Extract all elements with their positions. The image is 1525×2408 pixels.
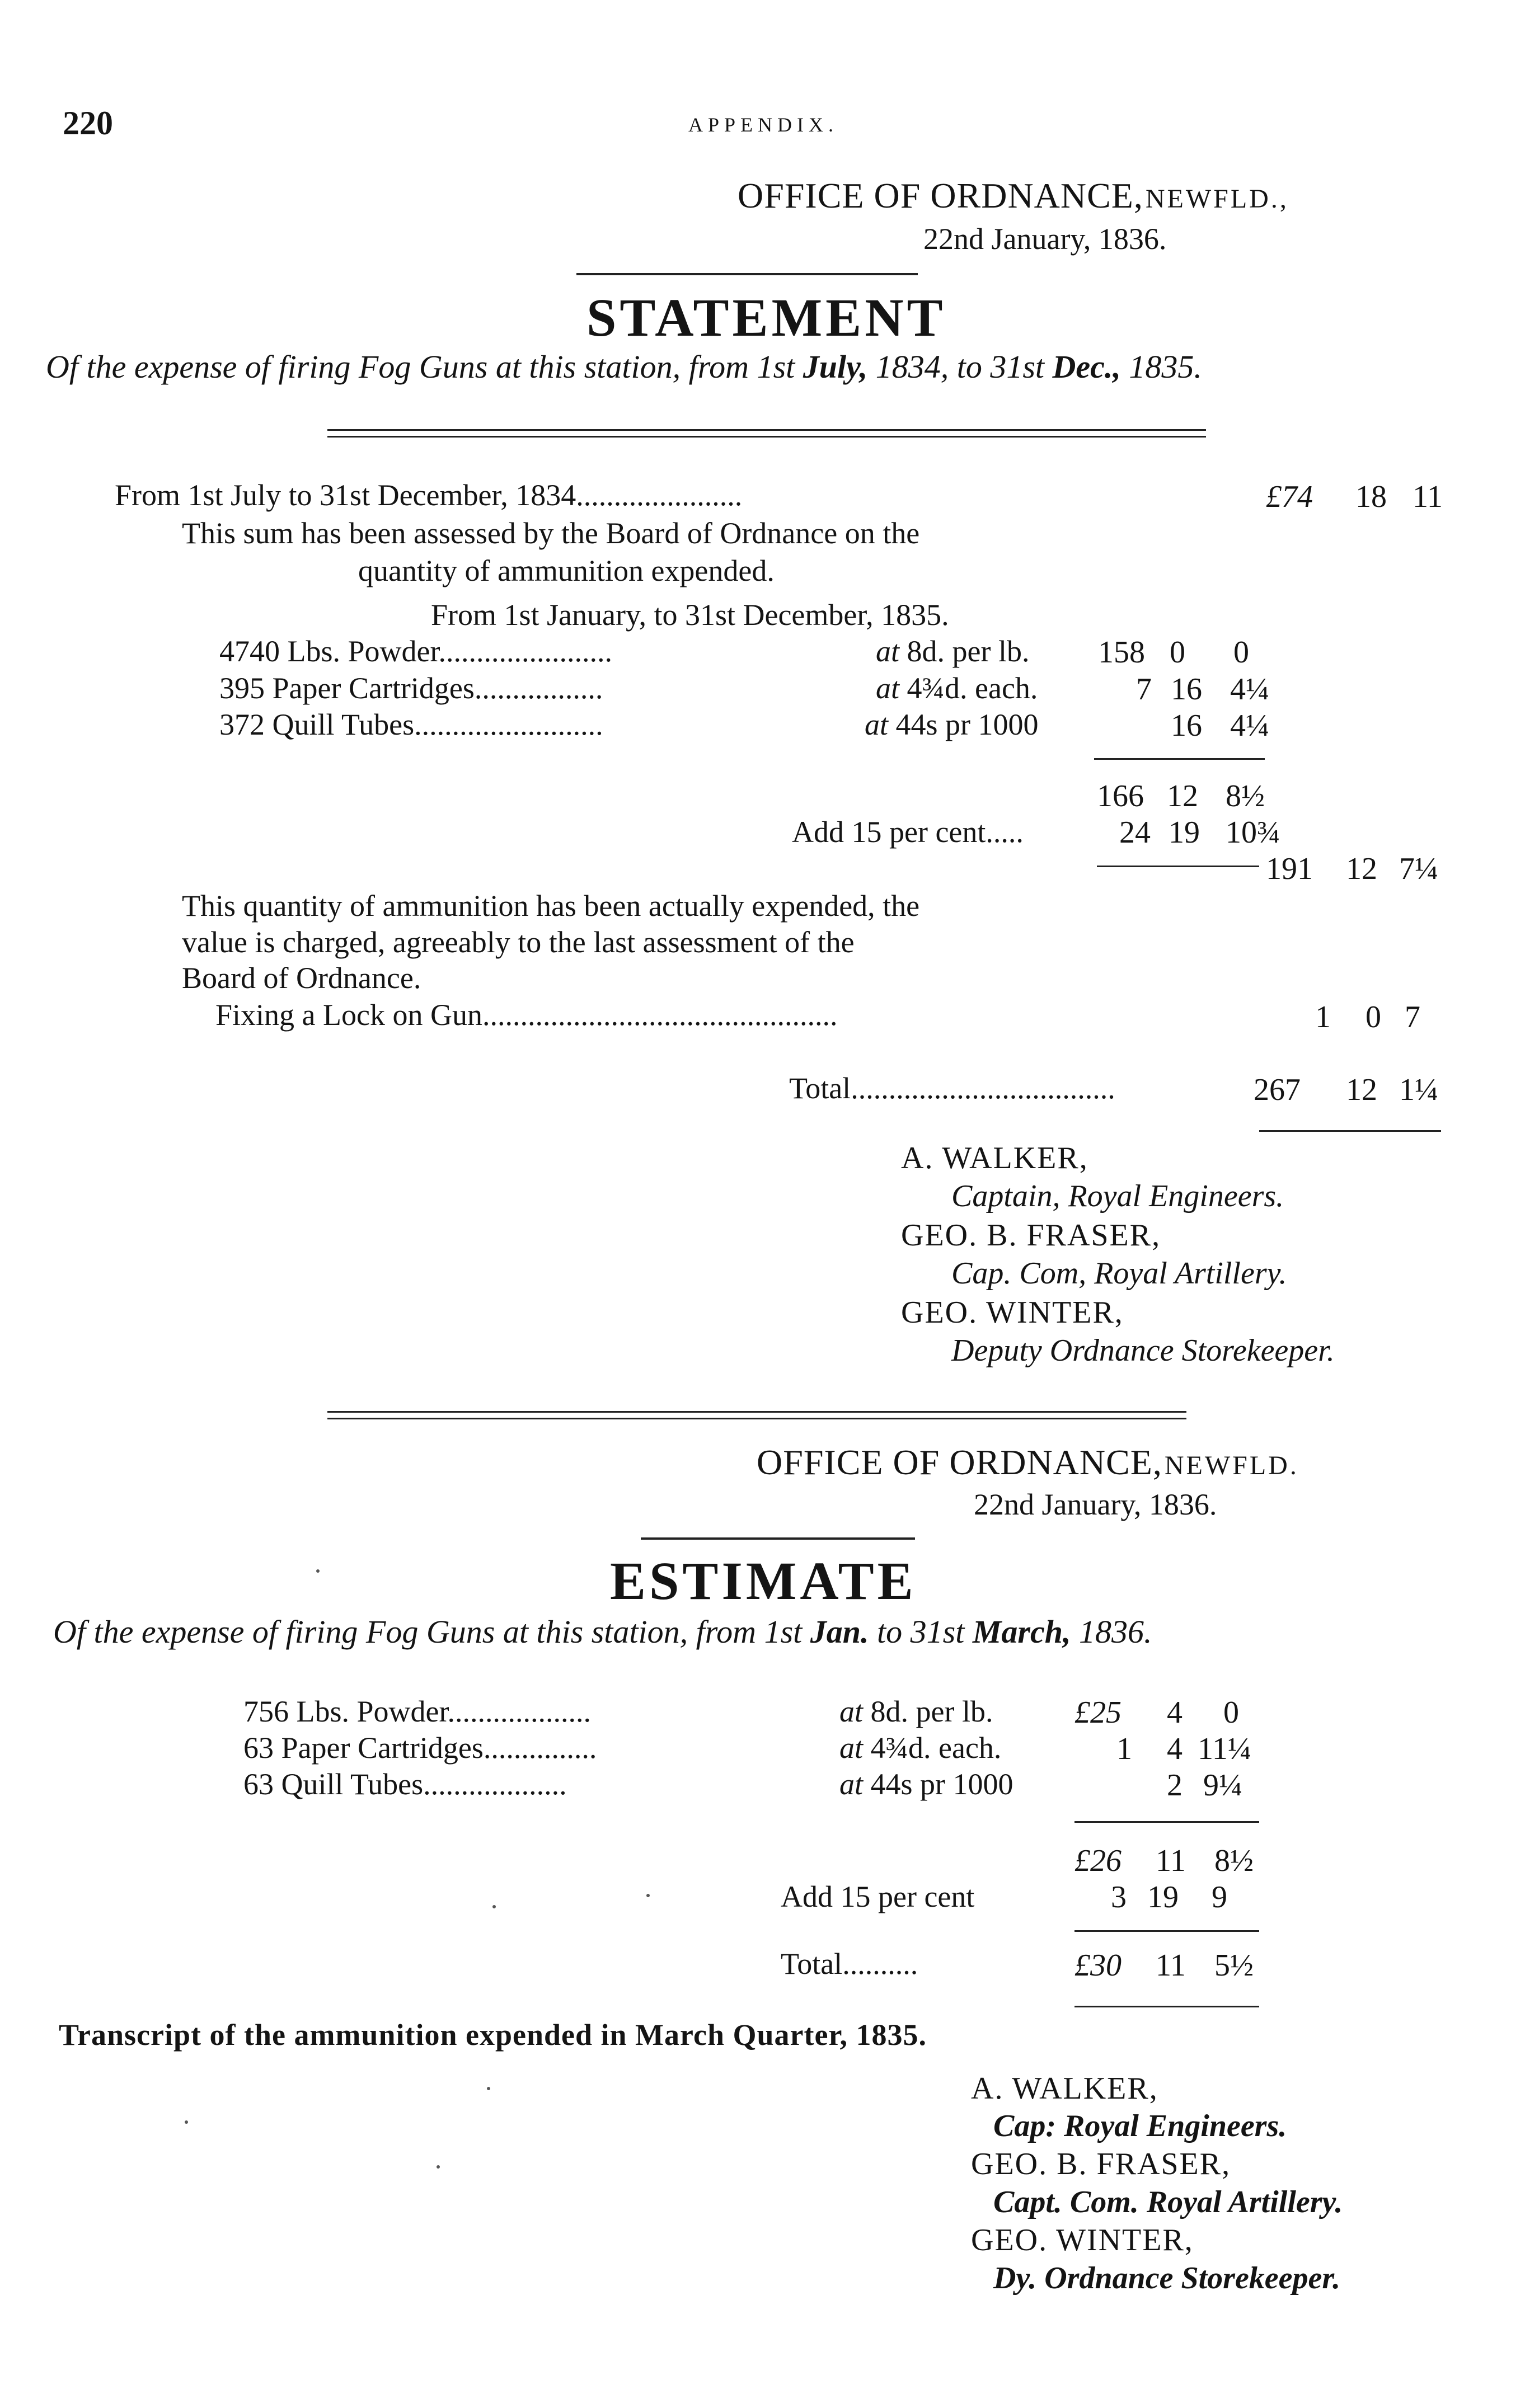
lock-pounds: 1 [1315, 1000, 1331, 1034]
signatory-name: GEO. B. FRASER, [901, 1218, 1161, 1253]
item-qty: 756 [243, 1695, 289, 1728]
item-pence: 0 [1233, 635, 1249, 670]
item-shillings: 2 [1167, 1768, 1183, 1803]
item-qty: 372 [219, 708, 265, 741]
item-desc: Quill Tubes [272, 708, 415, 741]
leader-dots: ............................................... [482, 998, 838, 1032]
item-shillings: 4 [1167, 1732, 1183, 1766]
office-name: OFFICE OF ORDNANCE, [757, 1442, 1162, 1482]
divider [641, 1537, 915, 1540]
item-shillings: 16 [1171, 708, 1202, 743]
item-shillings: 4 [1167, 1695, 1183, 1730]
subtitle-part: 1836. [1078, 1614, 1152, 1650]
total-line [781, 1949, 918, 1979]
add-pence: 10¾ [1226, 815, 1280, 850]
sum-rule [1074, 1821, 1259, 1823]
item-shillings: 16 [1171, 672, 1202, 707]
first-period-pounds: £74 [1266, 479, 1313, 514]
item-pence: 4¼ [1230, 708, 1269, 743]
leader-dots: ....................... [438, 634, 612, 668]
rate-value: 4¾d. each. [907, 671, 1038, 705]
office-name: OFFICE OF ORDNANCE, [738, 176, 1143, 215]
item-rate [876, 673, 1038, 703]
item-description [243, 1769, 567, 1799]
item-desc: Quill Tubes [281, 1767, 424, 1801]
office-place: NEWFLD., [1145, 184, 1289, 214]
signatory-title: Deputy Ordnance Storekeeper. [951, 1333, 1335, 1368]
item-pounds: 158 [1098, 635, 1145, 670]
ink-speck [185, 2120, 188, 2124]
signatory-name: GEO. WINTER, [901, 1295, 1124, 1330]
rate-value: 44s pr 1000 [895, 708, 1039, 741]
total-line [789, 1073, 1115, 1103]
sum-rule [1074, 1930, 1259, 1932]
item-rate [839, 1769, 1013, 1799]
total-pounds: £30 [1074, 1948, 1122, 1983]
subtitle-month: Dec., [1052, 349, 1121, 385]
double-rule [327, 429, 1206, 438]
subtitle-part: 1834, to 31st [875, 349, 1045, 385]
carried-pence: 7¼ [1399, 852, 1438, 886]
first-period-shillings: 18 [1355, 479, 1387, 514]
subtotal-pence: 8½ [1214, 1843, 1254, 1878]
item-qty: 63 [243, 1767, 274, 1801]
add-percent-label: Add 15 per cent..... [792, 815, 1024, 849]
total-label: Total [781, 1947, 843, 1981]
sum-rule [1094, 758, 1265, 760]
subtitle-part: 1835. [1129, 349, 1202, 385]
subtitle-month: March, [972, 1614, 1071, 1650]
total-shillings: 11 [1156, 1948, 1186, 1983]
rate-at: at [865, 708, 889, 741]
statement-title: STATEMENT [586, 288, 946, 347]
first-period-pence: 11 [1413, 479, 1443, 514]
page-number: 220 [63, 105, 113, 142]
rate-value: 4¾d. each. [870, 1731, 1002, 1765]
signatory-name: GEO. B. FRASER, [971, 2147, 1231, 2181]
total-pence: 1¼ [1399, 1073, 1438, 1107]
rate-at: at [876, 634, 900, 668]
carried-pounds: 191 [1266, 852, 1313, 886]
add-shillings: 19 [1169, 815, 1200, 850]
subtitle-month: Jan. [810, 1614, 869, 1650]
divider [576, 273, 918, 275]
signatory-title: Cap: Royal Engineers. [993, 2109, 1287, 2143]
subtotal-pence: 8½ [1226, 779, 1265, 813]
subtotal-pounds: 166 [1097, 779, 1144, 813]
rate-value: 8d. per lb. [870, 1695, 993, 1728]
item-rate [876, 636, 1029, 666]
item-pounds: 1 [1116, 1732, 1132, 1766]
ink-speck [437, 2165, 440, 2169]
item-pence: 4¼ [1230, 672, 1269, 707]
item-rate [865, 709, 1039, 740]
item-rate [839, 1696, 993, 1727]
total-rule [1074, 2006, 1259, 2007]
subtotal-pounds: £26 [1074, 1843, 1122, 1878]
ink-speck [316, 1569, 320, 1573]
first-period-label: From 1st July to 31st December, 1834 [115, 478, 576, 512]
running-head: APPENDIX. [688, 114, 839, 136]
total-pounds: 267 [1254, 1073, 1301, 1107]
total-pence: 5½ [1214, 1948, 1254, 1983]
subtitle-part: Of the expense of firing Fog Guns at this station, from 1st [46, 349, 795, 385]
subtitle-month: July, [803, 349, 868, 385]
leader-dots: ............... [483, 1731, 597, 1765]
leader-dots: ................... [447, 1695, 591, 1728]
lock-line [215, 1000, 837, 1030]
rate-at: at [839, 1767, 864, 1801]
item-desc: Lbs. Powder [296, 1695, 448, 1728]
transcript-note: Transcript of the ammunition expended in March Quarter, 1835. [59, 2018, 927, 2052]
item-description [219, 709, 603, 740]
leader-dots: ................................... [851, 1071, 1115, 1105]
signatory-title: Captain, Royal Engineers. [951, 1179, 1284, 1214]
signatory-title: Capt. Com. Royal Artillery. [993, 2185, 1343, 2219]
first-period-line [115, 480, 742, 510]
statement-office-line [738, 178, 1289, 214]
item-pence: 0 [1223, 1695, 1239, 1730]
signatory-name: GEO. WINTER, [971, 2223, 1194, 2258]
add-percent-label: Add 15 per cent [781, 1880, 975, 1913]
statement-date: 22nd January, 1836. [923, 222, 1167, 256]
expended-note-line: value is charged, agreeably to the last assessment of the [182, 925, 855, 959]
expended-note-line: This quantity of ammunition has been actually expended, the [182, 889, 920, 923]
add-pounds: 3 [1111, 1880, 1127, 1915]
signatory-name: A. WALKER, [901, 1141, 1088, 1175]
total-label: Total [789, 1071, 851, 1105]
subtotal-shillings: 11 [1156, 1843, 1186, 1878]
double-rule [327, 1411, 1186, 1419]
estimate-subtitle [53, 1616, 1152, 1648]
estimate-title: ESTIMATE [610, 1551, 917, 1611]
item-shillings: 0 [1170, 635, 1185, 670]
signatory-title: Dy. Ordnance Storekeeper. [993, 2261, 1341, 2296]
item-description [243, 1733, 597, 1763]
rate-at: at [876, 671, 900, 705]
item-qty: 4740 [219, 634, 280, 668]
rate-value: 8d. per lb. [907, 634, 1030, 668]
ink-speck [487, 2087, 490, 2090]
assessment-note-line: quantity of ammunition expended. [358, 554, 775, 587]
item-qty: 63 [243, 1731, 274, 1765]
item-desc: Paper Cartridges [272, 671, 475, 705]
add-pence: 9 [1212, 1880, 1227, 1915]
assessment-note-line: This sum has been assessed by the Board of Ordnance on the [182, 516, 920, 550]
estimate-office-line [757, 1442, 1299, 1482]
office-place: NEWFLD. [1164, 1451, 1299, 1480]
lock-label: Fixing a Lock on Gun [215, 998, 482, 1032]
total-rule [1259, 1130, 1441, 1132]
item-rate [839, 1733, 1001, 1763]
statement-subtitle [46, 351, 1202, 383]
item-desc: Paper Cartridges [281, 1731, 484, 1765]
carried-shillings: 12 [1346, 852, 1377, 886]
ink-speck [492, 1905, 496, 1908]
item-description [243, 1696, 591, 1727]
item-desc: Lbs. Powder [287, 634, 439, 668]
leader-dots: ...................... [576, 478, 743, 512]
signatory-title: Cap. Com, Royal Artillery. [951, 1256, 1287, 1291]
rate-at: at [839, 1695, 864, 1728]
subtotal-shillings: 12 [1167, 779, 1198, 813]
item-description [219, 673, 603, 703]
estimate-date: 22nd January, 1836. [974, 1488, 1217, 1521]
second-period-label: From 1st January, to 31st December, 1835. [431, 598, 949, 632]
item-pounds: 7 [1136, 672, 1152, 707]
item-pence: 9¼ [1203, 1768, 1242, 1803]
leader-dots: ................. [474, 671, 603, 705]
item-description [219, 636, 612, 666]
add-pounds: 24 [1119, 815, 1151, 850]
signatory-name: A. WALKER, [971, 2071, 1158, 2106]
rate-value: 44s pr 1000 [870, 1767, 1013, 1801]
total-shillings: 12 [1346, 1073, 1377, 1107]
lock-pence: 7 [1405, 1000, 1420, 1034]
ink-speck [646, 1894, 650, 1897]
item-pence: 11¼ [1198, 1732, 1251, 1766]
leader-dots: ......................... [414, 708, 603, 741]
subtitle-part: Of the expense of firing Fog Guns at this station, from [53, 1614, 757, 1650]
item-qty: 395 [219, 671, 265, 705]
subtitle-part: 1st [764, 1614, 803, 1650]
expended-note-line: Board of Ordnance. [182, 961, 421, 995]
rate-at: at [839, 1731, 864, 1765]
add-shillings: 19 [1147, 1880, 1179, 1915]
leader-dots: .......... [842, 1947, 918, 1981]
item-pounds: £25 [1074, 1695, 1122, 1730]
sum-rule [1097, 866, 1259, 867]
lock-shillings: 0 [1366, 1000, 1381, 1034]
leader-dots: ................... [423, 1767, 567, 1801]
subtitle-part: to 31st [877, 1614, 965, 1650]
